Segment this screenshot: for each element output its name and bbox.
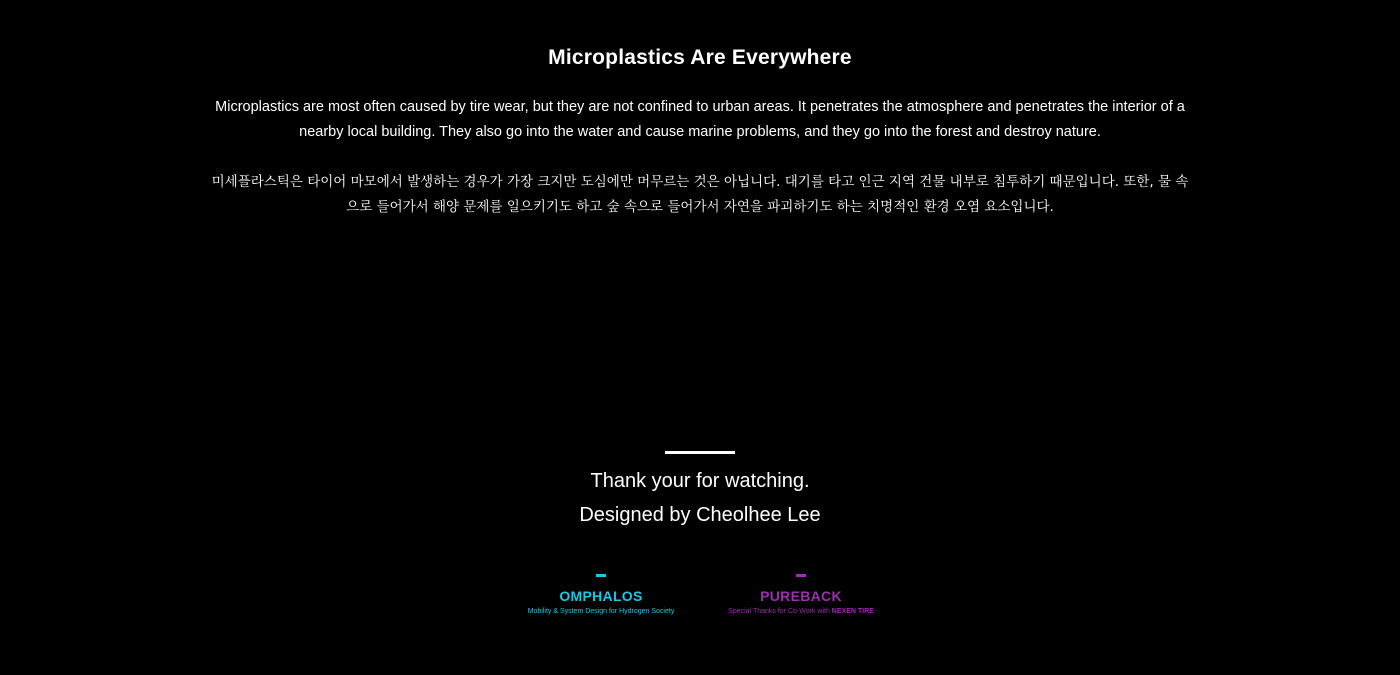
article-title: Microplastics Are Everywhere xyxy=(548,46,852,69)
closing-divider xyxy=(665,451,735,454)
article-paragraph-korean: 미세플라스틱은 타이어 마모에서 발생하는 경우가 가장 크지만 도심에만 머무르는 것은 아닙니다. 대기를 타고 인근 지역 건물 내부로 침투하기 때문입니다. 또한, 물 속으로 들어가서 해양 문제를 일으키기도 하고 숲 속으로 들어가서 자연을 파괴하기도 하는 치명적인 환경 오염 요소입니다. xyxy=(211,174,1189,215)
pureback-name: PUREBACK xyxy=(760,588,842,604)
pureback-subtitle-partner: NEXEN TIRE xyxy=(831,608,874,615)
pureback-subtitle xyxy=(681,606,921,618)
omphalos-name: OMPHALOS xyxy=(559,588,643,604)
brand-pureback[interactable] xyxy=(681,574,921,618)
omphalos-subtitle: Mobility & System Design for Hydrogen Society xyxy=(527,608,675,615)
thanks-message: Thank your for watching. xyxy=(590,470,810,492)
pureback-subtitle-prefix: Special Thanks for Co-Work with xyxy=(728,608,832,615)
article-paragraph-english: Microplastics are most often caused by tire wear, but they are not confined to urban areas. It penetrates the atmosphere and penetrates the interior of a nearby local building. They also go into the water and cause marine problems, and they go into the forest and destroy nature. xyxy=(215,99,1185,140)
omphalos-accent-bar xyxy=(596,574,606,577)
designer-credit: Designed by Cheolhee Lee xyxy=(579,504,821,526)
pureback-accent-bar xyxy=(796,574,806,577)
